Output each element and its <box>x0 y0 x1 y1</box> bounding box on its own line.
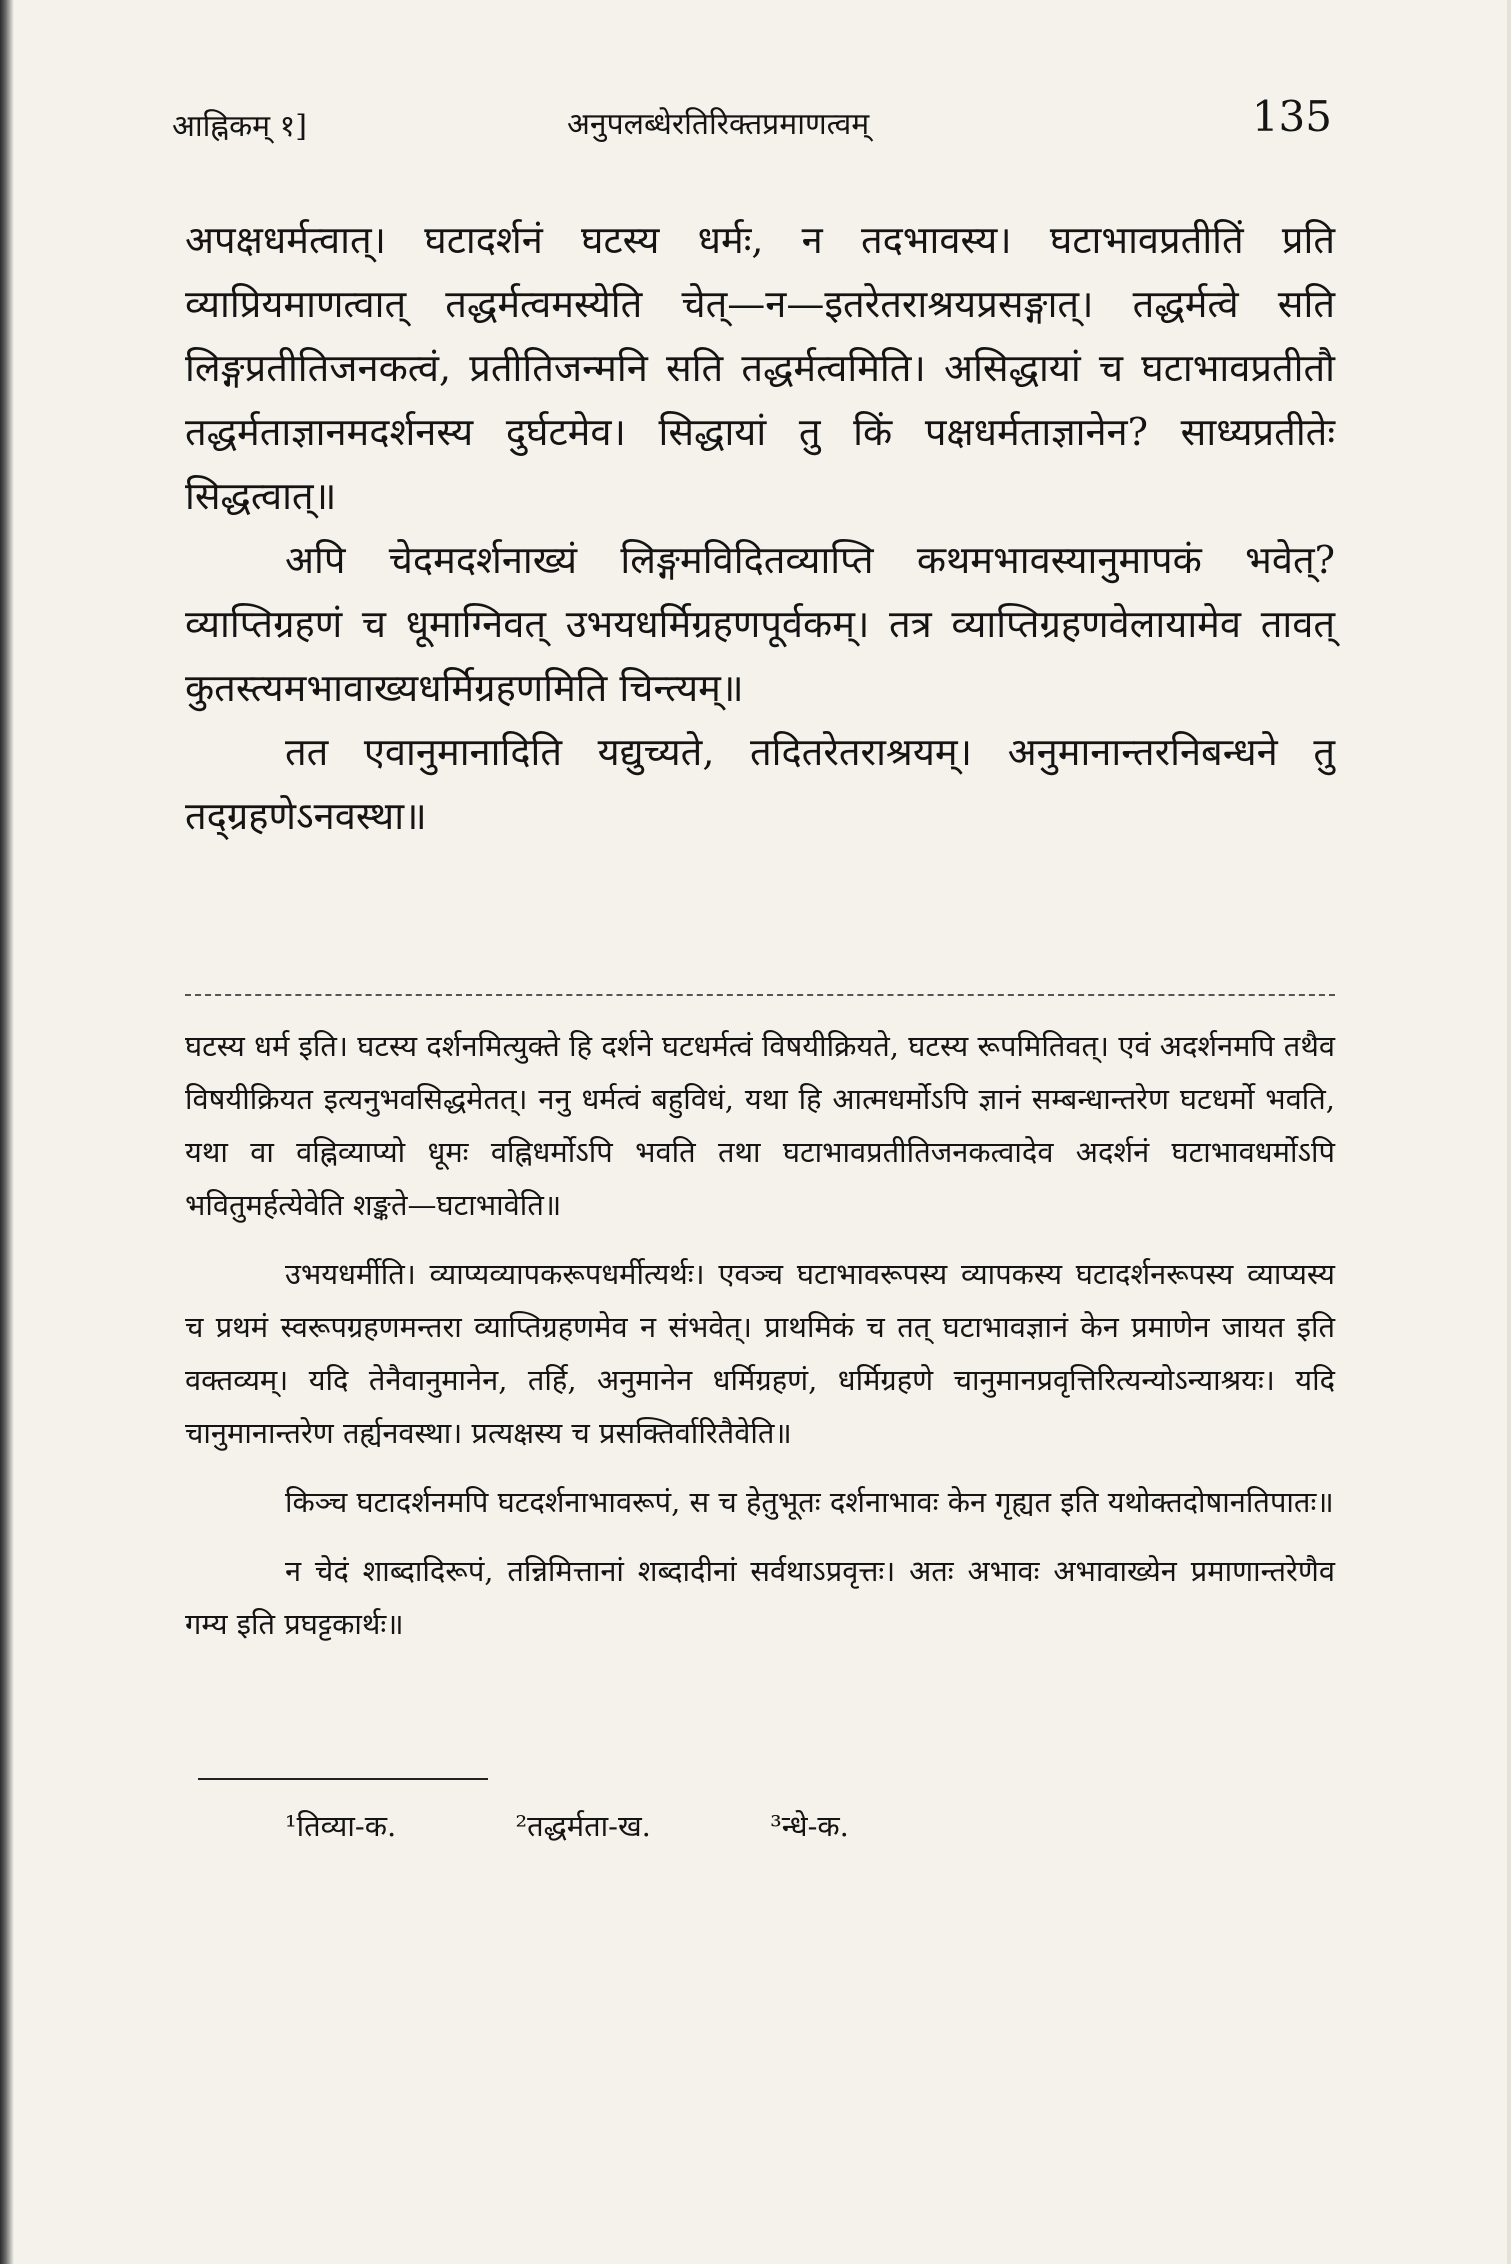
main-text <box>185 208 1335 848</box>
commentary-paragraph: किञ्च घटादर्शनमपि घटदर्शनाभावरूपं, स च हेतुभूतः दर्शनाभावः केन गृह्यत इति यथोक्तदोषानतिपातः॥ <box>285 1485 1334 1519</box>
section-divider <box>185 994 1335 996</box>
page-right-edge <box>1507 0 1511 2264</box>
main-paragraph: अपि चेदमदर्शनाख्यं लिङ्गमविदितव्याप्ति कथमभावस्यानुमापकं भवेत्? व्याप्तिग्रहणं च धूमाग्निवत् उभयधर्मिग्रहणपूर्वकम्। तत्र व्याप्तिग्रहणवेलायामेव तावत् कुतस्त्यमभावाख्यधर्मिग्रहणमिति चिन्त्यम्॥ <box>185 538 1335 710</box>
page-number: 135 <box>1251 92 1332 141</box>
footnote: ¹तिव्या-क. <box>285 1809 397 1843</box>
page-binding-edge <box>0 0 14 2264</box>
header-title: अनुपलब्धेरतिरिक्तप्रमाणत्वम् <box>567 107 870 142</box>
footnote-rule <box>198 1778 488 1780</box>
footnote: ²तद्धर्मता-ख. <box>515 1809 651 1843</box>
commentary-paragraph: घटस्य धर्म इति। घटस्य दर्शनमित्युक्ते हि दर्शने घटधर्मत्वं विषयीक्रियते, घटस्य रूपमितिवत्। एवं अदर्शनमपि तथैव विषयीक्रियत इत्यनुभवसिद्धमेतत्। ननु धर्मत्वं बहुविधं, यथा हि आत्मधर्मोऽपि ज्ञानं सम्बन्धान्तरेण घटधर्मो भवति, यथा वा वह्निव्याप्यो धूमः वह्निधर्मोऽपि भवति तथा घटाभावप्रतीतिजनकत्वादेव अदर्शनं घटाभावधर्मोऽपि भवितुमर्हत्येवेति शङ्कते—घटाभावेति॥ <box>185 1029 1335 1222</box>
commentary <box>185 1020 1335 1667</box>
footnotes <box>285 1806 1185 1845</box>
commentary-paragraph: न चेदं शाब्दादिरूपं, तन्निमित्तानां शब्दादीनां सर्वथाऽप्रवृत्तः। अतः अभावः अभावाख्येन प्रमाणान्तरेणैव गम्य इति प्रघट्टकार्थः॥ <box>185 1554 1335 1641</box>
main-paragraph: अपक्षधर्मत्वात्। घटादर्शनं घटस्य धर्मः, न तदभावस्य। घटाभावप्रतीतिं प्रति व्याप्रियमाणत्वात् तद्धर्मत्वमस्येति चेत्—न—इतरेतराश्रयप्रसङ्गात्। तद्धर्मत्वे सति लिङ्गप्रतीतिजनकत्वं, प्रतीतिजन्मनि सति तद्धर्मत्वमिति। असिद्धायां च घटाभावप्रतीतौ तद्धर्मताज्ञानमदर्शनस्य दुर्घटमेव। सिद्धायां तु किं पक्षधर्मताज्ञानेन? साध्यप्रतीतेः सिद्धत्वात्॥ <box>185 218 1335 518</box>
commentary-paragraph: उभयधर्मीति। व्याप्यव्यापकरूपधर्मीत्यर्थः। एवञ्च घटाभावरूपस्य व्यापकस्य घटादर्शनरूपस्य व्याप्यस्य च प्रथमं स्वरूपग्रहणमन्तरा व्याप्तिग्रहणमेव न संभवेत्। प्राथमिकं च तत् घटाभावज्ञानं केन प्रमाणेन जायत इति वक्तव्यम्। यदि तेनैवानुमानेन, तर्हि, अनुमानेन धर्मिग्रहणं, धर्मिग्रहणे चानुमानप्रवृत्तिरित्यन्योऽन्याश्रयः। यदि चानुमानान्तरेण तर्ह्यनवस्था। प्रत्यक्षस्य च प्रसक्तिर्वारितैवेति॥ <box>185 1257 1335 1450</box>
header-section: आह्निकम् १] <box>172 109 307 144</box>
footnote: ³न्धे-क. <box>770 1809 849 1843</box>
main-paragraph: तत एवानुमानादिति यद्युच्यते, तदितरेतराश्रयम्। अनुमानान्तरनिबन्धने तु तद्ग्रहणेऽनवस्था॥ <box>185 730 1335 838</box>
running-header <box>172 92 1332 158</box>
